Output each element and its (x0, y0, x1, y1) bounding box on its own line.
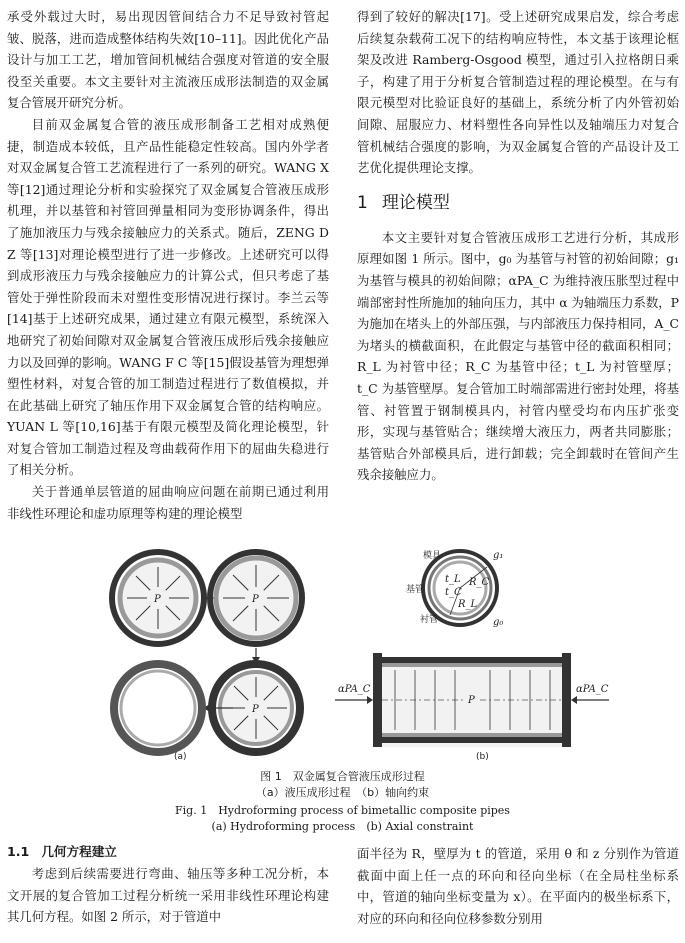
paragraph: 关于普通单层管道的屈曲响应问题在前期已通过利用非线性环理论和虚功原理等构建的理论模型 (7, 484, 329, 521)
pressure-label: P (252, 594, 259, 605)
liner-thickness-label: t_L (445, 574, 461, 585)
base-radius-label: R_C (469, 577, 490, 588)
hydroforming-diagram (90, 545, 609, 765)
section-number: 1 (357, 192, 368, 213)
subfigure-label-a: (a) (174, 752, 187, 762)
paragraph: 承受外载过大时，易出现因管间结合力不足导致衬管起皱、脱落，进而造成整体结构失效[10–11]。因此优化产品设计与加工工艺，增加管间机械结合强度对管道的安全服役至关重要。本文主要针对主流液压成形法制造的双金属复合管展开研究分析。 (7, 9, 329, 111)
base-pipe-label: 基管 (406, 585, 425, 595)
subsection-right (357, 843, 679, 929)
stage-1-ring (112, 552, 204, 644)
subsection-heading (7, 843, 329, 861)
stage-2-ring (210, 552, 302, 644)
liner-radius-label: R_L (458, 599, 478, 610)
figure-1 (90, 545, 609, 765)
paragraph: 考虑到后续需要进行弯曲、轴压等多种工况分析，本文开展的复合管加工过程分析统一采用非线性环理论构建其几何方程。如图 2 所示，对于管道中 (7, 866, 329, 925)
right-column (357, 6, 679, 486)
caption-en-sub: (a) Hydroforming process (b) Axial constraint (211, 820, 474, 833)
cross-section (406, 549, 503, 628)
liner-label: 衬管 (420, 615, 439, 625)
caption-en-title: Fig. 1 Hydroforming process of bimetallic composite pipes (175, 804, 510, 817)
base-thickness-label: t_C (445, 587, 462, 598)
paragraph: 面半径为 R，壁厚为 t 的管道，采用 θ 和 z 分别作为管道截面中面上任一点的环向和径向坐标（在全局柱坐标系中，管道的轴向坐标变量为 x）。在平面内的极坐标系下，对应的环向和径向位移参数分别用 (357, 846, 679, 926)
axial-section (335, 653, 609, 747)
paragraph: 目前双金属复合管的液压成形制备工艺相对成熟便捷，制造成本较低，且产品性能稳定性较高。国内外学者对双金属复合管工艺流程进行了一系列的研究。WANG X 等[12]通过理论分析和实验探究了双金属复合管液压成形机理，并以基管和衬管回弹量相同为变形协调条件，得出了施加液压力与残余接触应力的关系式。随后，ZENG D Z 等[13]对理论模型进行了进一步修改。上述研究可以得到成形液压力与残余接触应力的计算公式，但只考虑了基管处于弹性阶段而未对塑性变形情况进行探讨。李兰云等[14]基于上述研究成果，通过建立有限元模型，系统深入地研究了初始间隙对双金属复合管液压成形后残余接触应力以及回弹的影响。WANG F C 等[15]假设基管为理想弹塑性材料，对复合管的加工制造过程进行了数值模拟，并在此基础上研究了轴压作用下双金属复合管的结构响应。YUAN L 等[10,16]基于有限元模型及简化理论模型，针对复合管加工制造过程及弯曲载荷作用下的屈曲失稳进行了相关分析。 (7, 116, 329, 478)
gap-g0-label: g₀ (493, 617, 504, 628)
paragraph: 本文主要针对复合管液压成形工艺进行分析，其成形原理如图 1 所示。图中，g₀ 为基管与衬管的初始间隙；g₁ 为基管与模具的初始间隙；αPA_C 为维持液压胀型过程中端部密封性所施加的轴向压力，其中 α 为轴端压力系数，P 为施加在堵头上的外部压强，与内部液压力保持相同，A_C 为堵头的横截面积，在此假定与基管中径的截面积相同；R_L 为衬管中径；R_C 为基管中径；t_L 为衬管壁厚；t_C 为基管壁厚。复合管加工时端部需进行密封处理，将基管、衬管置于钢制模具内，衬管内壁受均布内压扩张变形，实现与基管贴合；继续增大液压力，两者共同膨胀；基管贴合外部模具后，进行卸载；完全卸载时在管间产生残余接触应力。 (357, 229, 679, 483)
paragraph: 得到了较好的解决[17]。受上述研究成果启发，综合考虑后续复杂载荷工况下的结构响应特性，本文基于该理论框架及改进 Ramberg-Osgood 模型，通过引入拉格朗日乘子，构建了用于分析复合管制造过程的理论模型。在与有限元模型对比验证良好的基础上，系统分析了内外管初始间隙、屈服应力、材料塑性各向异性以及轴端压力对复合管机械结合强度的影响，为双金属复合管的产品设计及工艺优化提供理论支撑。 (357, 9, 679, 176)
pressure-label: P (154, 594, 161, 605)
section-title: 理论模型 (381, 192, 450, 213)
gap-g1-label: g₁ (493, 550, 504, 561)
caption-zh-title: 图 1 双金属复合管液压成形过程 (260, 770, 425, 783)
pressure-label: P (468, 695, 475, 706)
axial-force-right-label: αPA_C (576, 684, 609, 695)
axial-force-left-label: αPA_C (338, 684, 371, 695)
subsection-title: 几何方程建立 (41, 844, 117, 859)
subsection-number: 1.1 (7, 844, 30, 859)
section-heading (357, 191, 679, 215)
subfigure-label-b: (b) (476, 752, 489, 762)
stage-4-ring (114, 664, 202, 752)
mold-label: 模具 (423, 551, 442, 561)
caption-zh-sub: （a）液压成形过程 （b）轴向约束 (255, 786, 430, 799)
pressure-label: P (252, 704, 259, 715)
left-column (7, 6, 329, 524)
subsection-left (7, 843, 329, 928)
